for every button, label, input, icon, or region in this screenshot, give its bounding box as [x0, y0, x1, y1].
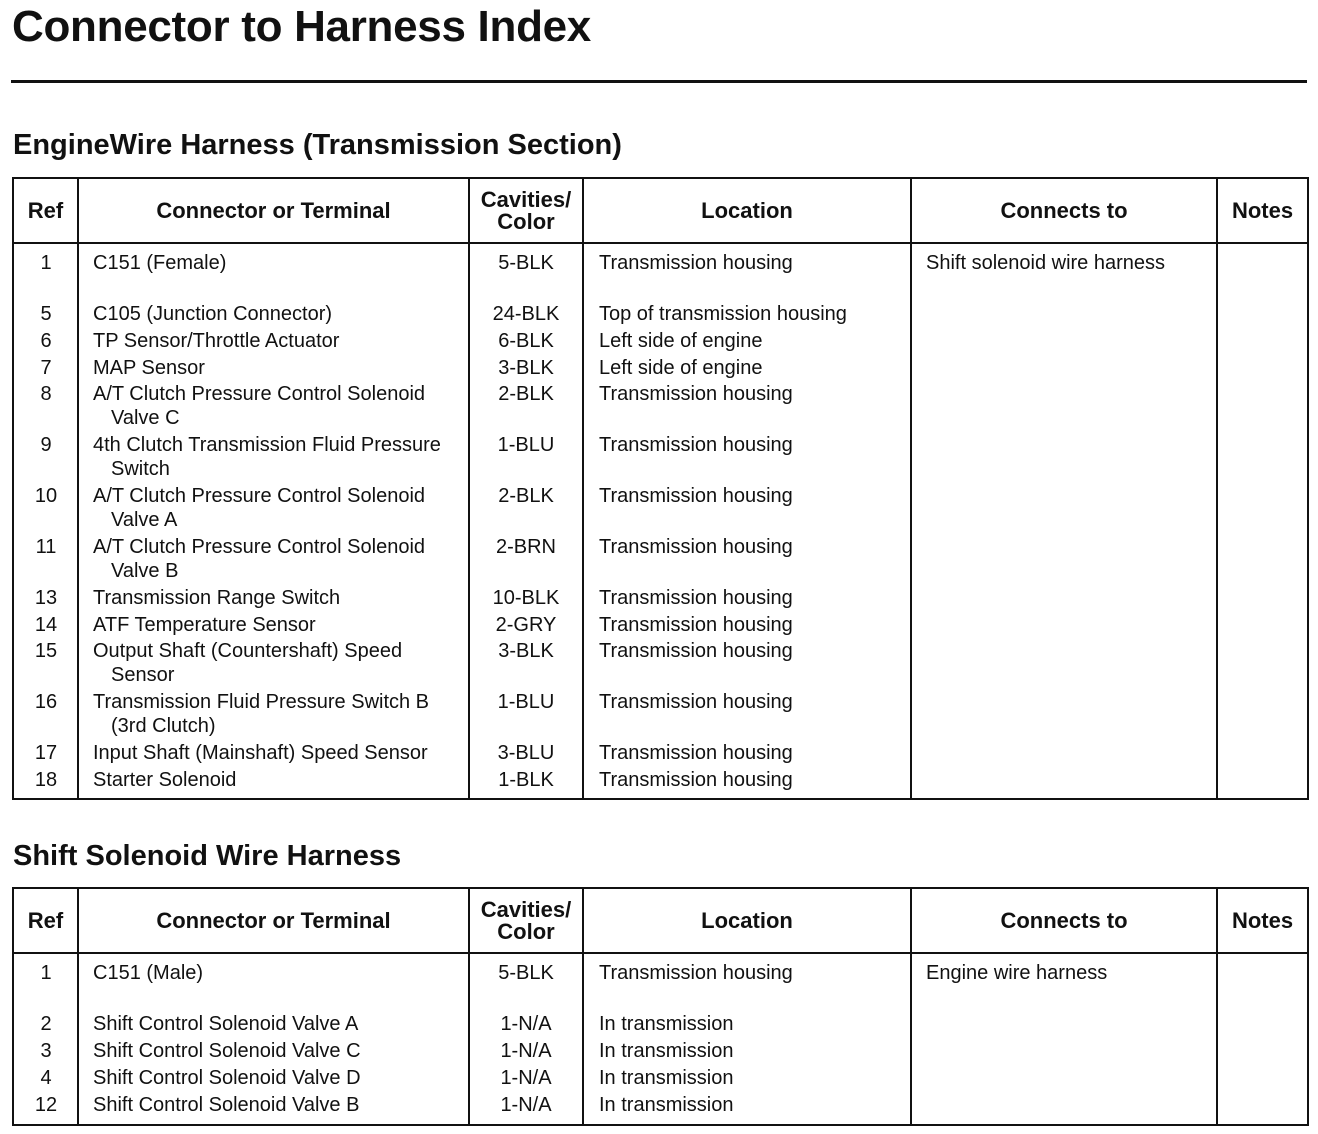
cell-cavities: 3-BLU [497, 742, 555, 764]
cell-location: Top of transmission housing [599, 303, 847, 325]
cell-connector [93, 484, 425, 532]
connector-name: Shift Control Solenoid Valve A [93, 1013, 359, 1035]
header-cavities-color [470, 179, 582, 242]
cell-ref: 15 [34, 640, 58, 662]
cell-ref: 6 [40, 330, 52, 352]
cell-connector [93, 961, 203, 985]
cell-ref: 2 [40, 1013, 52, 1035]
page-title: Connector to Harness Index [12, 2, 591, 51]
cell-cavities: 1-BLU [497, 691, 555, 713]
cell-connector [93, 1093, 359, 1117]
cell-connector [93, 1012, 358, 1036]
cell-location: In transmission [599, 1094, 734, 1116]
connector-name-continued: Valve A [111, 509, 178, 531]
column-divider [582, 179, 584, 798]
cell-cavities: 2-BRN [495, 536, 556, 558]
header-location: Location [701, 197, 793, 223]
connector-name: ATF Temperature Sensor [93, 614, 316, 636]
column-divider [910, 179, 912, 798]
cell-connector [93, 1066, 361, 1090]
cell-connector [93, 302, 332, 326]
connector-name: A/T Clutch Pressure Control Solenoid [93, 383, 426, 405]
connector-name-continued: Valve C [111, 407, 180, 429]
cell-cavities: 1-N/A [500, 1040, 552, 1062]
engine-harness-table [12, 177, 1309, 800]
cell-ref: 14 [34, 614, 58, 636]
cell-location: Transmission housing [599, 536, 793, 558]
title-rule [11, 80, 1307, 83]
cell-location: In transmission [599, 1067, 734, 1089]
cell-location: Transmission housing [599, 434, 793, 456]
cell-ref: 10 [34, 485, 58, 507]
connector-name: MAP Sensor [93, 357, 205, 379]
connector-name: Output Shaft (Countershaft) Speed [93, 640, 403, 662]
connector-name: Input Shaft (Mainshaft) Speed Sensor [93, 742, 428, 764]
cell-location: In transmission [599, 1040, 734, 1062]
cell-location: Transmission housing [599, 640, 793, 662]
connector-name: 4th Clutch Transmission Fluid Pressure [93, 434, 441, 456]
section-title-shift-solenoid-harness: Shift Solenoid Wire Harness [13, 840, 402, 872]
cell-connector [93, 613, 316, 637]
cell-connector [93, 433, 441, 481]
cell-connector [93, 768, 236, 792]
header-ref: Ref [27, 197, 64, 223]
cell-ref: 3 [40, 1040, 52, 1062]
header-connects-to: Connects to [1000, 197, 1128, 223]
cell-location: Transmission housing [599, 742, 793, 764]
connector-name: Shift Control Solenoid Valve D [93, 1067, 361, 1089]
cell-location: Transmission housing [599, 383, 793, 405]
cell-location: Transmission housing [599, 252, 793, 274]
cell-location: Left side of engine [599, 357, 763, 379]
connector-name-continued: Switch [111, 458, 170, 480]
cell-cavities: 3-BLK [498, 357, 554, 379]
connector-name: Shift Control Solenoid Valve B [93, 1094, 360, 1116]
column-divider [1216, 179, 1218, 798]
connector-name: Transmission Fluid Pressure Switch B [93, 691, 430, 713]
header-ref: Ref [27, 907, 64, 933]
cell-location: Transmission housing [599, 587, 793, 609]
cell-cavities: 1-N/A [500, 1067, 552, 1089]
cell-connector [93, 535, 425, 583]
header-divider [14, 242, 1307, 244]
cell-location: In transmission [599, 1013, 734, 1035]
cell-connector [93, 586, 340, 610]
connector-name: C105 (Junction Connector) [93, 303, 333, 325]
connector-name: Starter Solenoid [93, 769, 237, 791]
cell-cavities: 1-BLK [498, 769, 554, 791]
header-connector: Connector or Terminal [156, 907, 391, 933]
cell-connector [93, 741, 428, 765]
cell-cavities: 10-BLK [492, 587, 560, 609]
cell-cavities: 1-BLU [497, 434, 555, 456]
cell-ref: 17 [34, 742, 58, 764]
cell-ref: 1 [40, 962, 52, 984]
cell-location: Transmission housing [599, 962, 793, 984]
header-cavities-line2: Color [497, 208, 555, 234]
connector-name: A/T Clutch Pressure Control Solenoid [93, 536, 426, 558]
cell-location: Transmission housing [599, 691, 793, 713]
header-location: Location [701, 907, 793, 933]
cell-connector [93, 639, 402, 687]
cell-cavities: 5-BLK [498, 962, 554, 984]
cell-ref: 18 [34, 769, 58, 791]
cell-location: Transmission housing [599, 614, 793, 636]
cell-cavities: 6-BLK [498, 330, 554, 352]
cell-ref: 12 [34, 1094, 58, 1116]
cell-ref: 11 [35, 536, 57, 558]
header-cavities-line1: Cavities/ [480, 186, 572, 212]
connector-name-continued: (3rd Clutch) [111, 715, 216, 737]
cell-ref: 13 [34, 587, 58, 609]
connector-name: TP Sensor/Throttle Actuator [93, 330, 340, 352]
cell-connector [93, 690, 429, 738]
cell-location: Left side of engine [599, 330, 763, 352]
cell-cavities: 1-N/A [500, 1094, 552, 1116]
header-cavities-line2: Color [497, 918, 555, 944]
connector-name: Transmission Range Switch [93, 587, 341, 609]
header-connector: Connector or Terminal [156, 197, 391, 223]
cell-connector [93, 251, 226, 275]
cell-cavities: 3-BLK [498, 640, 554, 662]
connector-name: Shift Control Solenoid Valve C [93, 1040, 361, 1062]
cell-connects-to: Shift solenoid wire harness [926, 252, 1166, 274]
connector-name: C151 (Male) [93, 962, 204, 984]
cell-connects-to: Engine wire harness [926, 962, 1108, 984]
connector-name: A/T Clutch Pressure Control Solenoid [93, 485, 426, 507]
cell-ref: 5 [40, 303, 52, 325]
cell-ref: 1 [40, 252, 52, 274]
cell-cavities: 24-BLK [492, 303, 560, 325]
cell-connector [93, 1039, 361, 1063]
shift-solenoid-harness-table [12, 887, 1309, 1126]
header-cavities-color [470, 889, 582, 952]
cell-connector [93, 382, 425, 430]
cell-ref: 9 [40, 434, 52, 456]
cell-cavities: 2-BLK [498, 383, 554, 405]
header-notes: Notes [1231, 197, 1294, 223]
cell-location: Transmission housing [599, 769, 793, 791]
header-divider [14, 952, 1307, 954]
cell-cavities: 5-BLK [498, 252, 554, 274]
section-title-engine-harness: EngineWire Harness (Transmission Section) [13, 129, 622, 161]
cell-connector [93, 329, 339, 353]
connector-name-continued: Valve B [111, 560, 179, 582]
cell-connector [93, 356, 205, 380]
cell-ref: 16 [34, 691, 58, 713]
cell-ref: 7 [40, 357, 52, 379]
cell-ref: 8 [40, 383, 52, 405]
cell-cavities: 2-BLK [498, 485, 554, 507]
cell-cavities: 2-GRY [495, 614, 557, 636]
header-connects-to: Connects to [1000, 907, 1128, 933]
cell-ref: 4 [40, 1067, 52, 1089]
header-notes: Notes [1231, 907, 1294, 933]
connector-name: C151 (Female) [93, 252, 227, 274]
header-cavities-line1: Cavities/ [480, 896, 572, 922]
cell-cavities: 1-N/A [500, 1013, 552, 1035]
cell-location: Transmission housing [599, 485, 793, 507]
connector-name-continued: Sensor [111, 664, 175, 686]
